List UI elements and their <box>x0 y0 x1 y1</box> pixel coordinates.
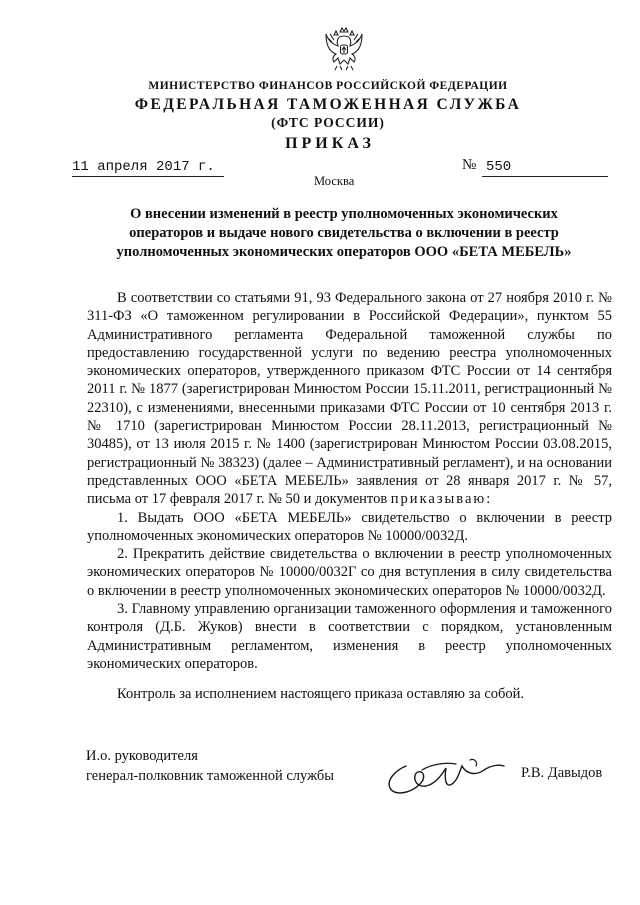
preamble-text: В соответствии со статьями 91, 93 Федерального закона от 27 ноября 2010 г. № 311-ФЗ «О таможенном регулировании в Российской Федерации», пунктом 55 Административного регламента Федеральной таможенной службы по предоставлению государственной услуги по ведению реестра уполномоченных экономических операторов, утвержденного приказом ФТС России от 14 сентября 2011 г. № 1877 (зарегистрирован Минюстом России 15.11.2011, регистрационный № 22310), с изменениями, внесенными приказами ФТС России от 10 сентября 2013 г. № 1710 (зарегистрирован Минюстом России 28.11.2013, регистрационный № 30485), от 13 июля 2015 г. № 1400 (зарегистрирован Минюстом России 03.08.2015, регистрационный № 38323) (далее – Административный регламент), и на основании представленных ООО «БЕТА МЕБЕЛЬ» заявления от 28 января 2017 г. № 57, письма от 17 февраля 2017 г. № 50 и документов <box>87 290 612 508</box>
signer-name: Р.В. Давыдов <box>521 765 603 781</box>
signer-position <box>86 746 334 786</box>
order-title: О внесении изменений в реестр уполномоченных экономических операторов и выдаче нового свидетельства о включении в реестр уполномоченных экономических операторов ООО «БЕТА МЕБЕЛЬ» <box>116 206 572 260</box>
order-number-label: № <box>462 157 477 173</box>
handwritten-signature <box>380 754 508 800</box>
order-word: приказываю: <box>390 491 493 508</box>
document-type: ПРИКАЗ <box>285 135 375 152</box>
order-item-2: 2. Прекратить действие свидетельства о включении в реестр уполномоченных экономических операторов № 10000/0032Г со дня вступления в силу свидетельства о включении в реестр уполномоченных экономических операторов № 10000/0032Д. <box>87 546 612 599</box>
service-name: ФЕДЕРАЛЬНАЯ ТАМОЖЕННАЯ СЛУЖБА <box>134 96 522 113</box>
order-number: 550 <box>482 159 608 177</box>
ministry-name: МИНИСТЕРСТВО ФИНАНСОВ РОССИЙСКОЙ ФЕДЕРАЦИИ <box>148 80 508 92</box>
control-paragraph: Контроль за исполнением настоящего приказа оставляю за собой. <box>117 686 525 703</box>
order-date: 11 апреля 2017 г. <box>72 159 224 177</box>
signer-position-line-1: И.о. руководителя <box>86 748 198 764</box>
order-body <box>87 289 612 704</box>
order-item-1: 1. Выдать ООО «БЕТА МЕБЕЛЬ» свидетельство о включении в реестр уполномоченных экономических операторов № 10000/0032Д. <box>87 509 612 544</box>
preamble-paragraph <box>87 289 612 509</box>
order-item-3: 3. Главному управлению организации таможенного оформления и таможенного контроля (Д.Б. Жуков) внести в соответствии с порядком, установленным Административным регламентом, изменения в реестр уполномоченных экономических операторов. <box>87 601 612 672</box>
signer-position-line-2: генерал-полковник таможенной службы <box>86 768 335 784</box>
russian-coat-of-arms-icon <box>324 26 364 72</box>
city: Москва <box>314 174 355 188</box>
service-abbreviation: (ФТС РОССИИ) <box>271 115 385 130</box>
